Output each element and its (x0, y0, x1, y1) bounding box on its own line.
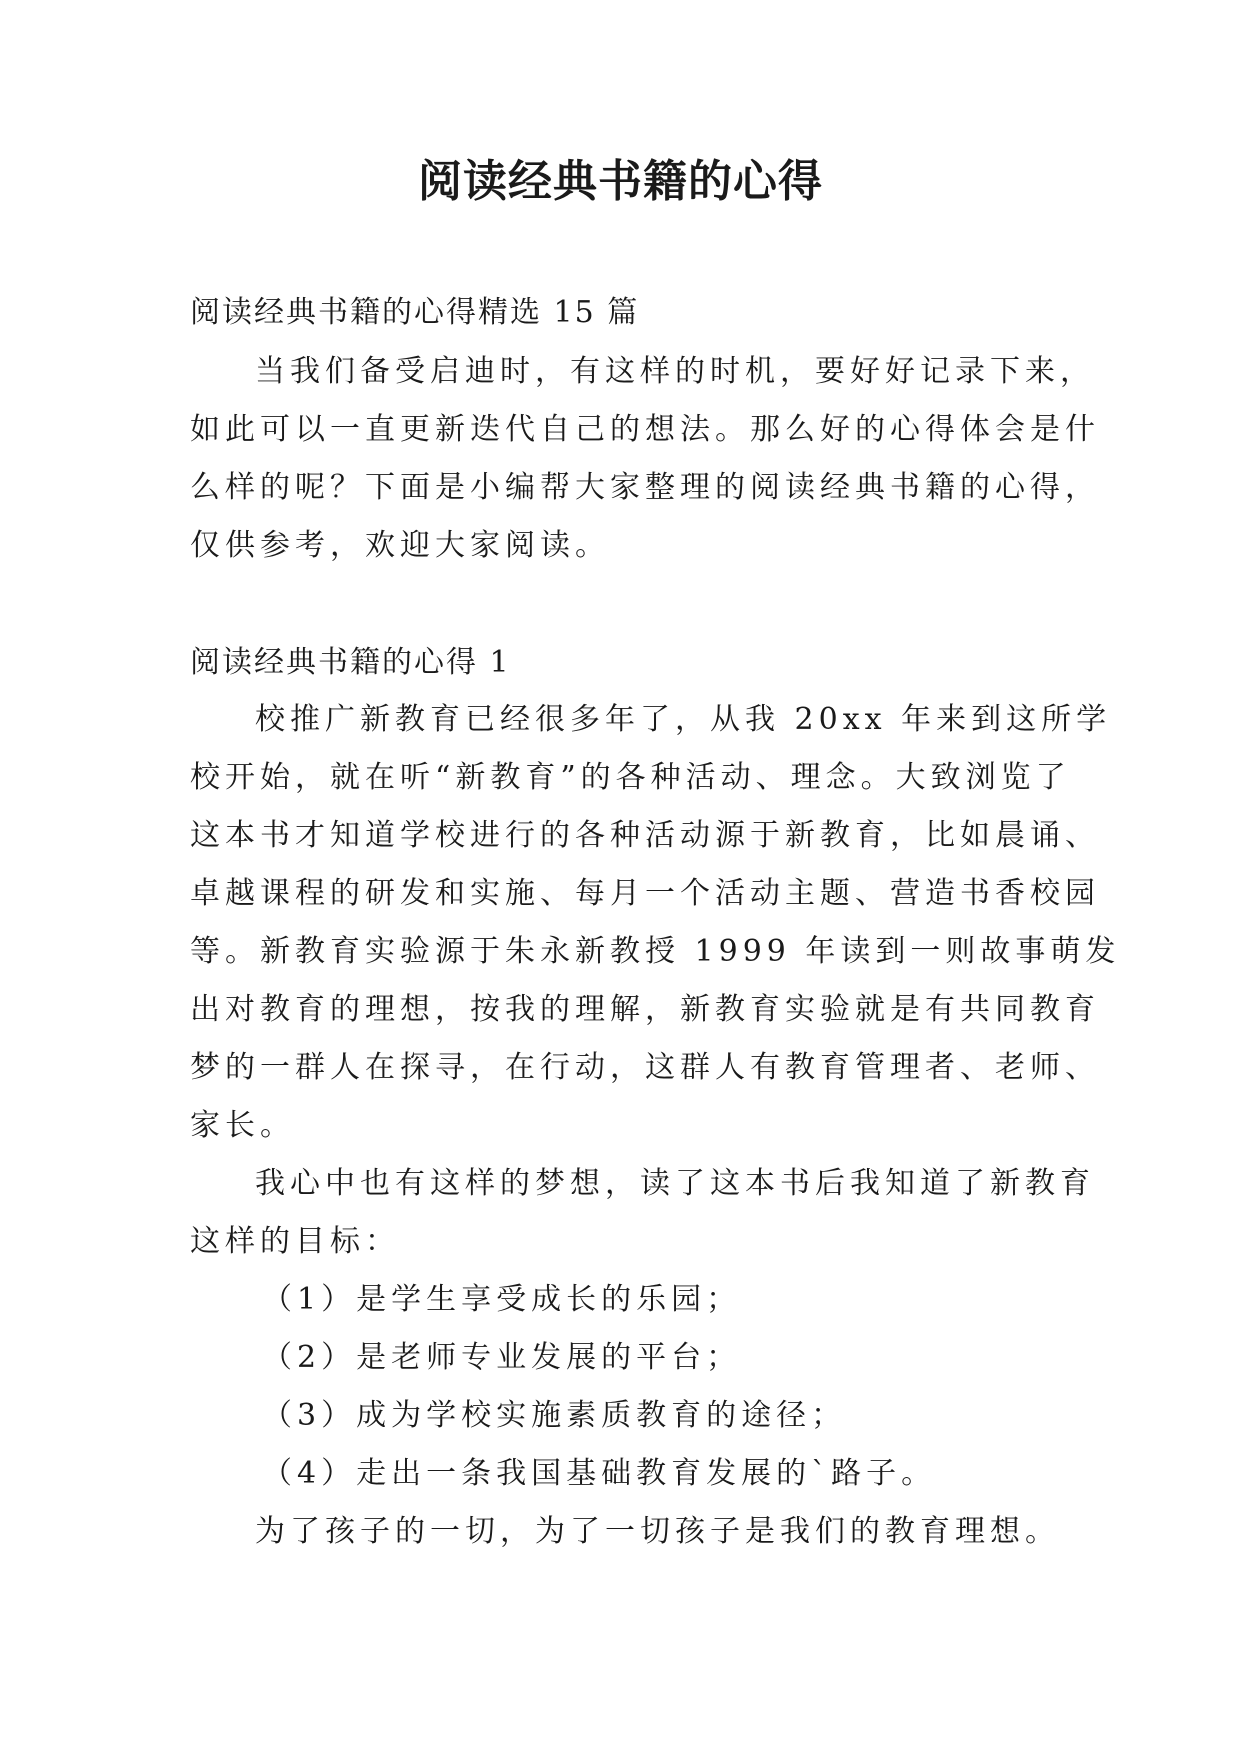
text-line: 出对教育的理想，按我的理解，新教育实验就是有共同教育 (190, 992, 1100, 1027)
text-line: （3）成为学校实施素质教育的途径； (262, 1398, 847, 1433)
text-line: 我心中也有这样的梦想，读了这本书后我知道了新教育 (255, 1166, 1095, 1201)
text-line: 这样的目标： (190, 1224, 400, 1259)
text-line: 阅读经典书籍的心得精选 15 篇 (190, 295, 640, 330)
text-line: 当我们备受启迪时，有这样的时机，要好好记录下来， (255, 354, 1095, 389)
text-line: （4）走出一条我国基础教育发展的`路子。 (262, 1456, 937, 1491)
text-line: 阅读经典书籍的心得 1 (190, 645, 511, 680)
text-line: 等。新教育实验源于朱永新教授 1999 年读到一则故事萌发 (190, 934, 1121, 969)
text-line: 如此可以一直更新迭代自己的想法。那么好的心得体会是什 (190, 412, 1100, 447)
text-line: 校开始，就在听“新教育”的各种活动、理念。大致浏览了 (190, 760, 1071, 795)
text-line: 家长。 (190, 1108, 295, 1143)
text-line: 校推广新教育已经很多年了，从我 20xx 年来到这所学 (255, 702, 1112, 737)
text-line: （1）是学生享受成长的乐园； (262, 1282, 742, 1317)
text-line: 梦的一群人在探寻，在行动，这群人有教育管理者、老师、 (190, 1050, 1100, 1085)
text-line: 仅供参考，欢迎大家阅读。 (190, 528, 610, 563)
text-line: 么样的呢？下面是小编帮大家整理的阅读经典书籍的心得， (190, 470, 1100, 505)
text-line: 卓越课程的研发和实施、每月一个活动主题、营造书香校园 (190, 876, 1100, 911)
text-line: （2）是老师专业发展的平台； (262, 1340, 742, 1375)
text-line: 这本书才知道学校进行的各种活动源于新教育，比如晨诵、 (190, 818, 1100, 853)
document-title: 阅读经典书籍的心得 (418, 156, 823, 207)
text-line: 为了孩子的一切，为了一切孩子是我们的教育理想。 (255, 1514, 1060, 1549)
